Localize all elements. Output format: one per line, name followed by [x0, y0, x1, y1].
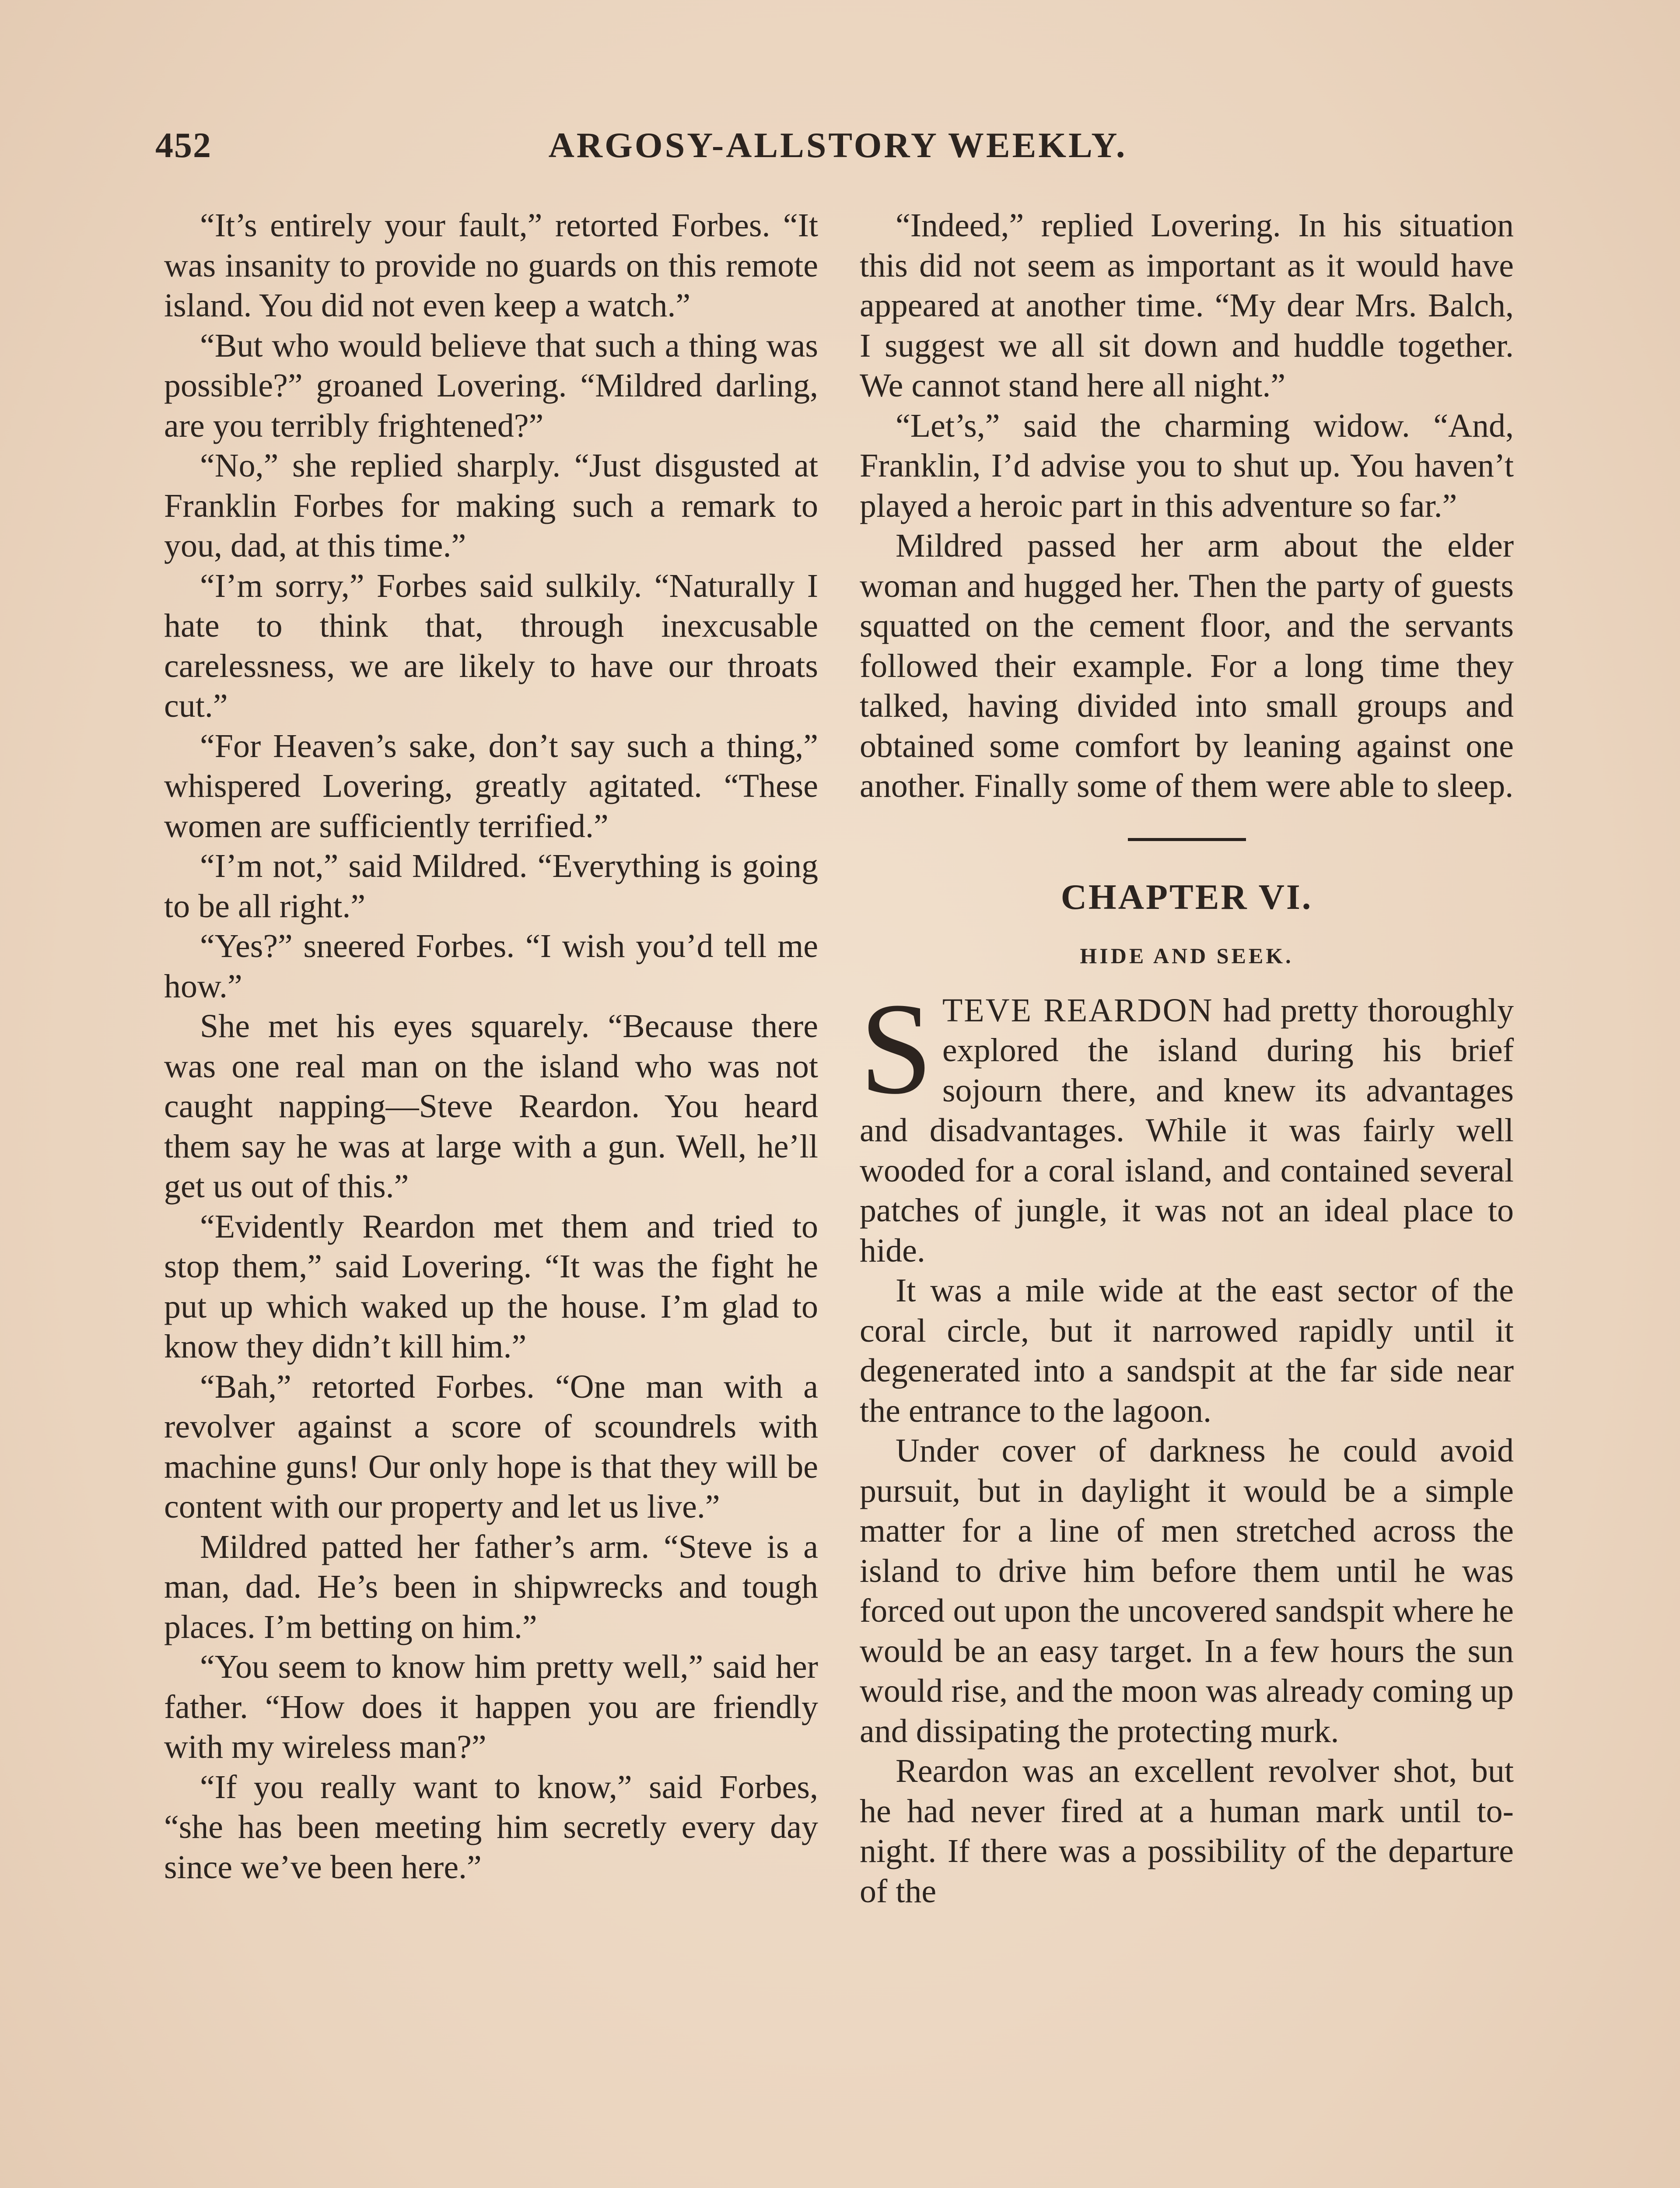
paragraph: Reardon was an excellent revolver shot, but he had never fired at a human mark until to-night. If there was a possibility of the departure of the: [860, 1753, 1514, 1910]
running-title: ARGOSY-ALLSTORY WEEKLY.: [548, 125, 1127, 165]
paragraph: “Indeed,” replied Lovering. In his situation this did not seem as important as it would have appeared at another time. “My dear Mrs. Balch, I suggest we all sit down and huddle together. We cannot stand here all night.”: [860, 207, 1514, 404]
chapter-opening-paragraph: [860, 975, 1514, 1271]
paragraph: Mildred passed her arm about the elder woman and hugged her. Then the party of guests squatted on the cement floor, and the servants followed their example. For a long time they talked, having divided into small groups and obtained some comfort by leaning against one another. Finally some of them were able to sleep.: [860, 527, 1514, 804]
paragraph: “I’m not,” said Mildred. “Everything is going to be all right.”: [164, 848, 818, 925]
paragraph: Under cover of darkness he could avoid pursuit, but in daylight it would be a simple matter for a line of men stretched across the island to drive him before them until he was forced out upon the uncovered sandspit where he would be an easy target. In a few hours the sun would rise, and the moon was already coming up and dissipating the protecting murk.: [860, 1432, 1514, 1750]
left-column: [164, 206, 818, 1887]
paragraph: “It’s entirely your fault,” retorted Forbes. “It was insanity to provide no guards on this remote island. You did not even keep a watch.”: [164, 207, 818, 324]
paragraph: “If you really want to know,” said Forbes, “she has been meeting him secretly every day since we’ve been here.”: [164, 1768, 818, 1886]
paragraph: “No,” she replied sharply. “Just disgusted at Franklin Forbes for making such a remark to you, dad, at this time.”: [164, 447, 818, 564]
chapter-title: CHAPTER VI.: [1060, 877, 1313, 917]
paragraph: “Bah,” retorted Forbes. “One man with a revolver against a score of scoundrels with machine guns! Our only hope is that they will be content with our property and let us live.”: [164, 1368, 818, 1525]
paragraph: “I’m sorry,” Forbes said sulkily. “Naturally I hate to think that, through inexcusable carelessness, we are likely to have our throats cut.”: [164, 567, 818, 724]
page-number: 452: [155, 125, 212, 165]
paragraph: “Yes?” sneered Forbes. “I wish you’d tell me how.”: [164, 928, 818, 1005]
paragraph: She met his eyes squarely. “Because there was one real man on the island who was not caught napping—Steve Reardon. You heard them say he was at large with a gun. Well, he’ll get us out of this.”: [164, 1008, 818, 1205]
paragraph: Mildred patted her father’s arm. “Steve is a man, dad. He’s been in shipwrecks and tough places. I’m betting on him.”: [164, 1528, 818, 1645]
section-divider: [1128, 838, 1246, 841]
paragraph: “You seem to know him pretty well,” said her father. “How does it happen you are friendly with my wireless man?”: [164, 1648, 818, 1765]
paragraph: “But who would believe that such a thing was possible?” groaned Lovering. “Mildred darling, are you terribly frightened?”: [164, 327, 818, 444]
chapter-subtitle: HIDE AND SEEK.: [1080, 943, 1294, 968]
paragraph: “For Heaven’s sake, don’t say such a thing,” whispered Lovering, greatly agitated. “These women are sufficiently terrified.”: [164, 727, 818, 845]
lead-words: TEVE REARDON: [942, 992, 1214, 1029]
paragraph: “Let’s,” said the charming widow. “And, Franklin, I’d advise you to shut up. You haven’t played a heroic part in this adventure so far.”: [860, 407, 1514, 524]
page-header: [155, 125, 1520, 173]
paragraph: It was a mile wide at the east sector of the coral circle, but it narrowed rapidly until it degenerated into a sandspit at the far side near the entrance to the lagoon.: [860, 1272, 1514, 1429]
opening-paragraph-text: had pretty thoroughly explored the island during his brief sojourn there, and knew its advantages and disadvantages. While it was fairly well wooded for a coral island, and contained several patches of jungle, it was not an ideal place to hide.: [860, 992, 1514, 1269]
right-column: [860, 206, 1514, 1911]
drop-cap: S: [860, 975, 933, 1121]
paragraph: “Evidently Reardon met them and tried to stop them,” said Lovering. “It was the fight he put up which waked up the house. I’m glad to know they didn’t kill him.”: [164, 1208, 818, 1365]
